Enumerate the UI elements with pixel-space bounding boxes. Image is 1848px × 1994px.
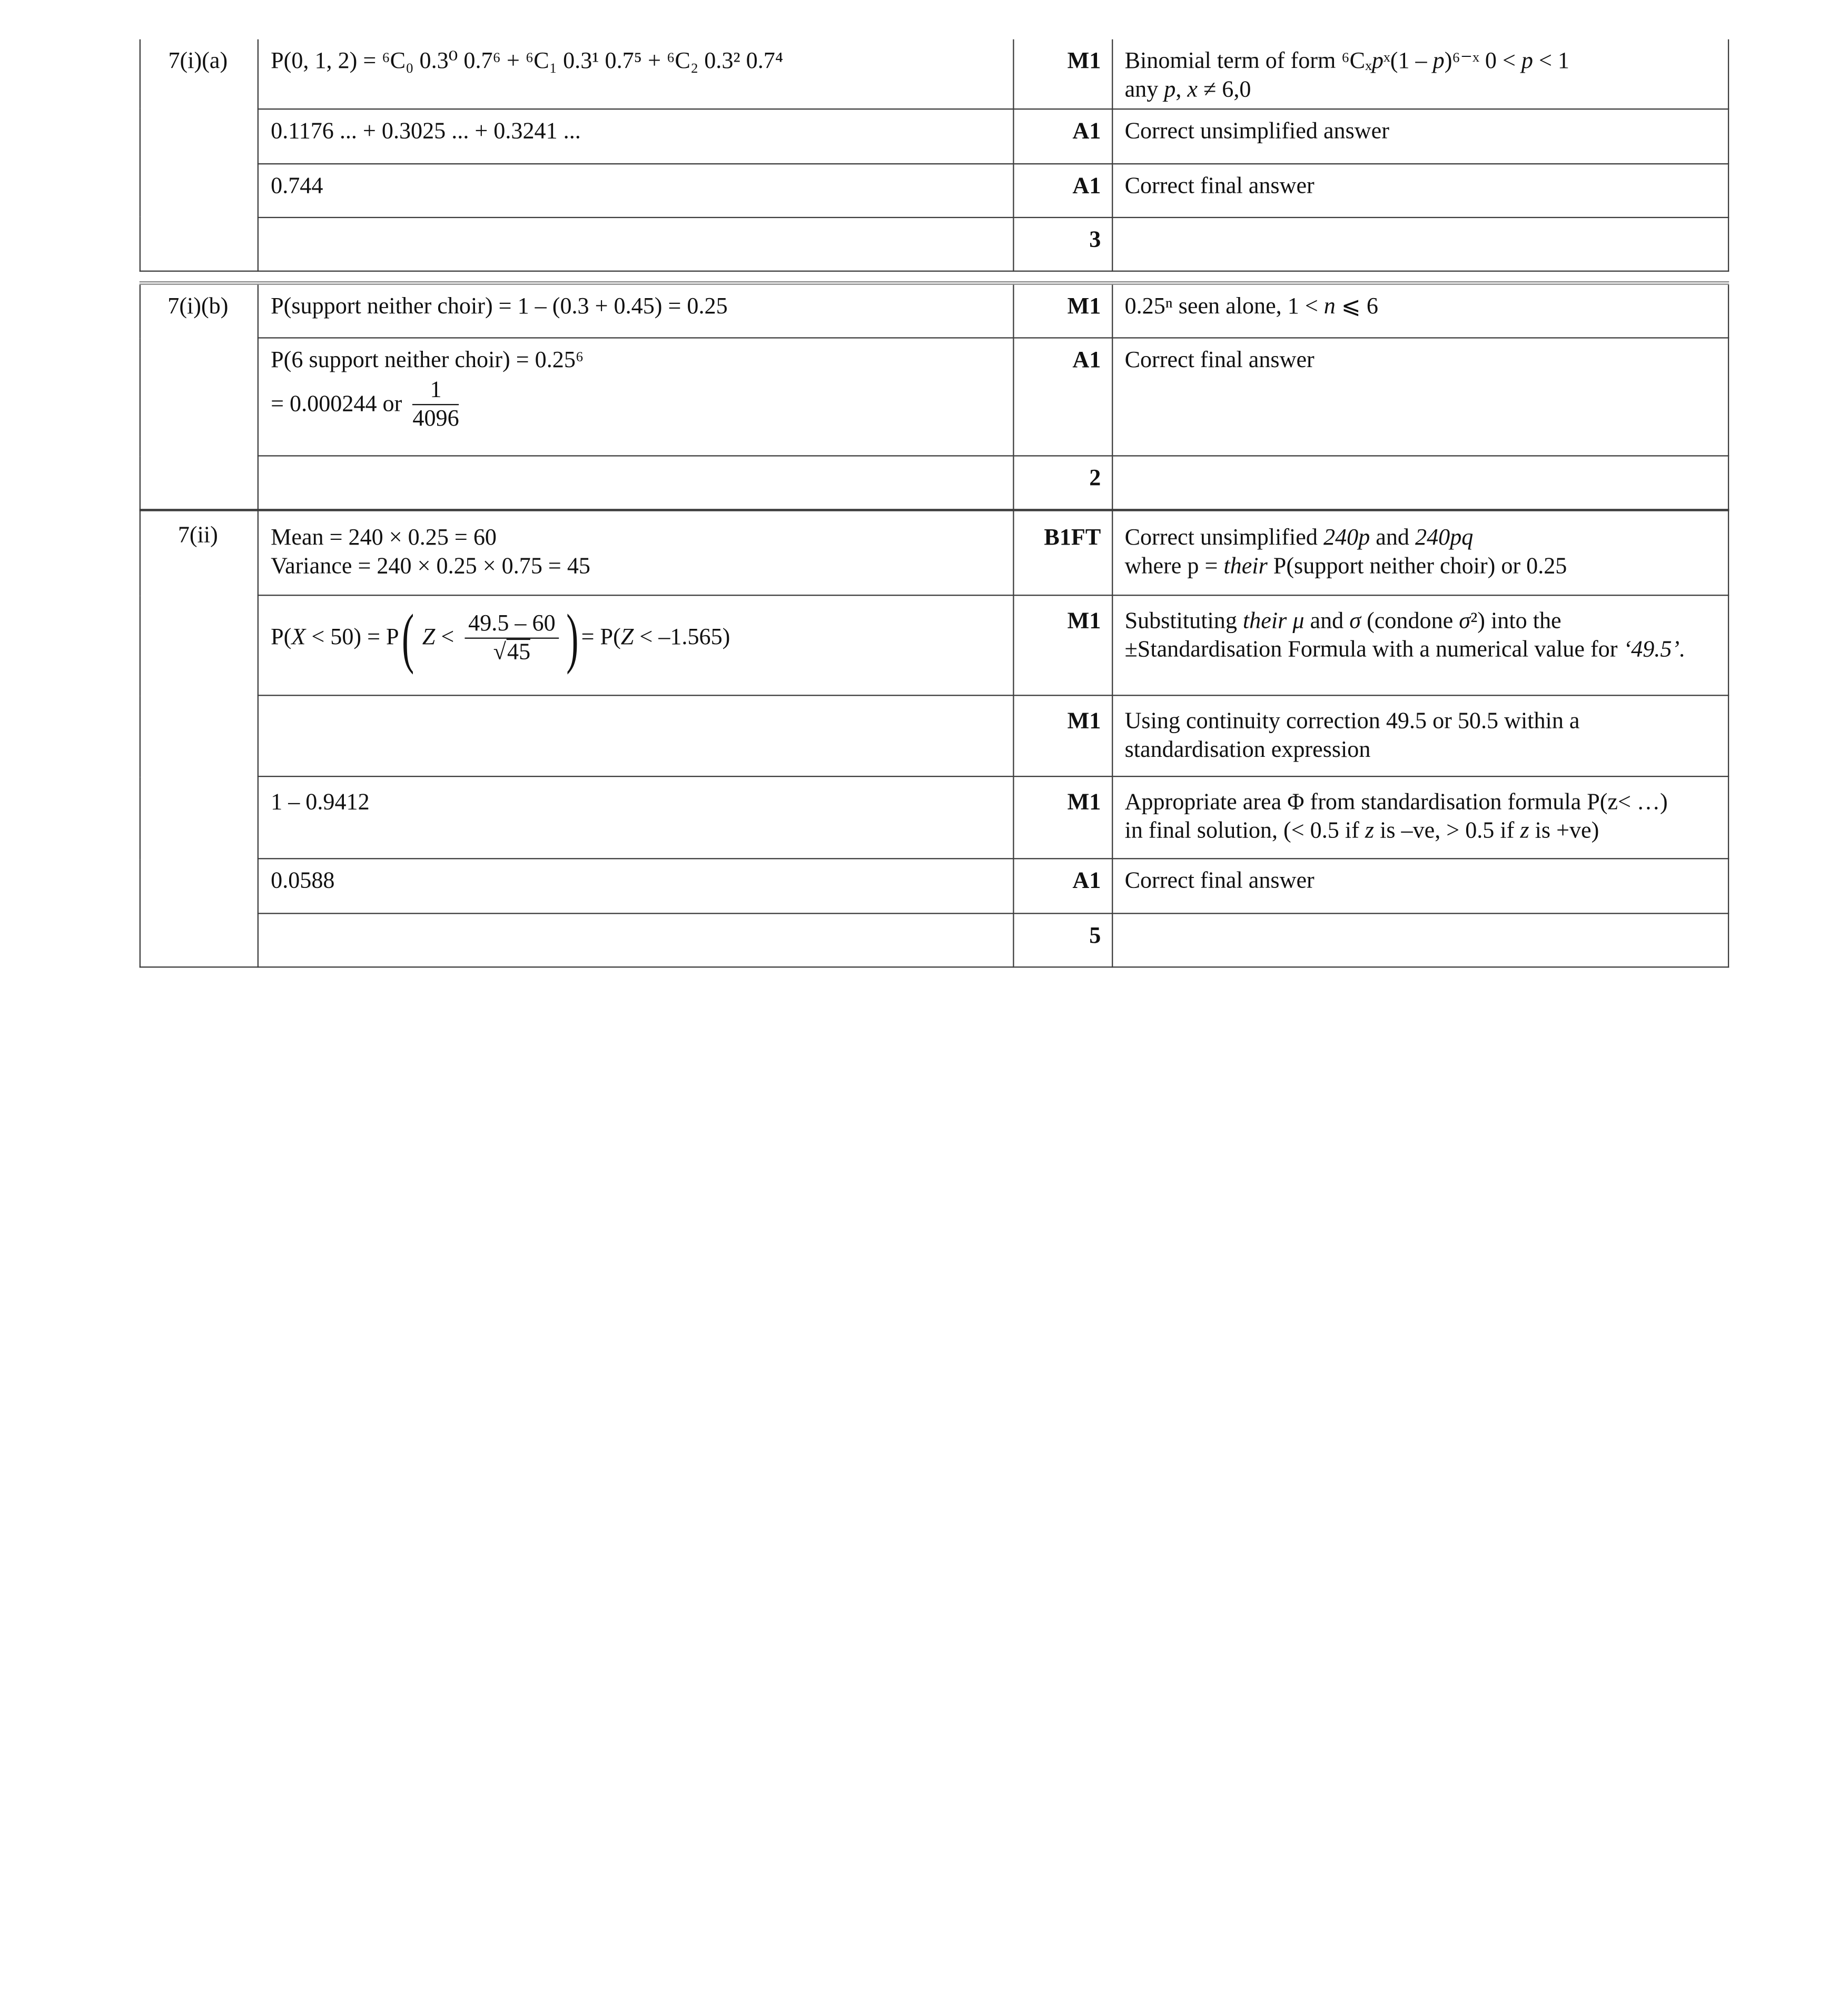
total-marks: 2 (1089, 466, 1101, 491)
table-row (140, 108, 1728, 163)
answer-text: 0.1176 ... + 0.3025 ... + 0.3241 ... (271, 119, 581, 144)
mark-code: M1 (1067, 48, 1101, 74)
table-row (140, 283, 1728, 338)
total-row (140, 913, 1728, 967)
table-row (140, 338, 1728, 456)
fraction-denominator: 4096 (412, 406, 459, 432)
guidance-text: any p, x ≠ 6,0 (1124, 77, 1251, 103)
mark-code: M1 (1067, 609, 1101, 634)
fraction-numerator: 49.5 – 60 (465, 611, 559, 638)
left-paren: ( (401, 601, 414, 676)
mark-code: M1 (1067, 709, 1101, 734)
question-number: 7(i)(a) (168, 48, 228, 74)
answer-text: 0.744 (271, 173, 323, 199)
table-row (140, 695, 1728, 776)
guidance-text: Correct final answer (1124, 348, 1315, 373)
total-marks: 5 (1089, 923, 1101, 949)
mark-code: M1 (1067, 294, 1101, 320)
table-row (140, 163, 1728, 217)
table-row (140, 40, 1728, 108)
guidance-text: standardisation expression (1124, 737, 1371, 763)
fraction-denominator: √ 45 (465, 638, 559, 667)
mark-scheme-table-7ia (140, 40, 1729, 271)
guidance-text: Correct final answer (1124, 868, 1315, 894)
guidance-text: Binomial term of form ⁶Cₓpˣ(1 – p)⁶⁻ˣ 0 < p < 1 (1124, 48, 1569, 74)
guidance-text: Appropriate area Φ from standardisation formula P(z< …) (1124, 790, 1668, 815)
question-number-cell (140, 283, 259, 510)
right-paren: ) (566, 601, 579, 676)
sqrt-radicand: 45 (506, 638, 530, 665)
question-number: 7(i)(b) (167, 294, 229, 320)
mark-scheme-table-7ib (140, 281, 1729, 511)
question-number: 7(ii) (177, 523, 218, 548)
table-row (140, 776, 1728, 858)
question-number-cell (140, 40, 259, 271)
mark-code: A1 (1072, 348, 1101, 373)
table-row (140, 595, 1728, 695)
total-row (140, 456, 1728, 510)
answer-text: Mean = 240 × 0.25 = 60 (271, 525, 497, 551)
guidance-text: ±Standardisation Formula with a numerical value for ‘49.5’. (1124, 637, 1686, 663)
answer-text: P(X < 50) = P (271, 625, 399, 650)
answer-text: P(6 support neither choir) = 0.25⁶ (271, 348, 584, 373)
fraction (465, 611, 559, 667)
answer-text: = 0.000244 or (271, 392, 402, 417)
guidance-text: in final solution, (< 0.5 if z is –ve, > 0.5 if z is +ve) (1124, 818, 1599, 844)
guidance-text: Substituting their μ and σ (condone σ²) into the (1124, 609, 1562, 634)
answer-text: = P(Z < –1.565) (581, 625, 730, 650)
total-row (140, 217, 1728, 271)
table-row (140, 858, 1728, 913)
mark-code: A1 (1072, 119, 1101, 144)
mark-code: M1 (1067, 790, 1101, 815)
guidance-text: Correct unsimplified answer (1124, 119, 1389, 144)
fraction-numerator: 1 (412, 378, 459, 405)
answer-cell (258, 40, 1013, 108)
table-row (140, 509, 1728, 595)
question-number-cell (140, 509, 259, 967)
guidance-text: where p = their P(support neither choir) or 0.25 (1124, 554, 1567, 579)
mark-scheme-table-7ii (140, 509, 1729, 968)
guidance-text: 0.25ⁿ seen alone, 1 < n ⩽ 6 (1124, 294, 1378, 320)
mark-code: A1 (1072, 173, 1101, 199)
guidance-text: Correct final answer (1124, 173, 1315, 199)
mark-code: A1 (1072, 868, 1101, 894)
answer-text: P(0, 1, 2) = ⁶C₀ 0.3⁰ 0.7⁶ + ⁶C₁ 0.3¹ 0.7⁵ + ⁶C₂ 0.3² 0.7⁴ (271, 48, 784, 74)
guidance-cell (1112, 40, 1728, 108)
total-marks: 3 (1089, 227, 1101, 252)
answer-text: P(support neither choir) = 1 – (0.3 + 0.45) = 0.25 (271, 294, 728, 320)
guidance-text: Correct unsimplified 240p and 240pq (1124, 525, 1474, 551)
mark-cell (1013, 40, 1112, 108)
mark-code: B1FT (1044, 525, 1101, 551)
fraction (412, 378, 459, 433)
answer-text: 0.0588 (271, 868, 335, 894)
answer-text: 1 – 0.9412 (271, 790, 370, 815)
answer-text: Variance = 240 × 0.25 × 0.75 = 45 (271, 554, 590, 579)
guidance-text: Using continuity correction 49.5 or 50.5 within a (1124, 709, 1580, 734)
answer-text: Z < (422, 625, 454, 650)
